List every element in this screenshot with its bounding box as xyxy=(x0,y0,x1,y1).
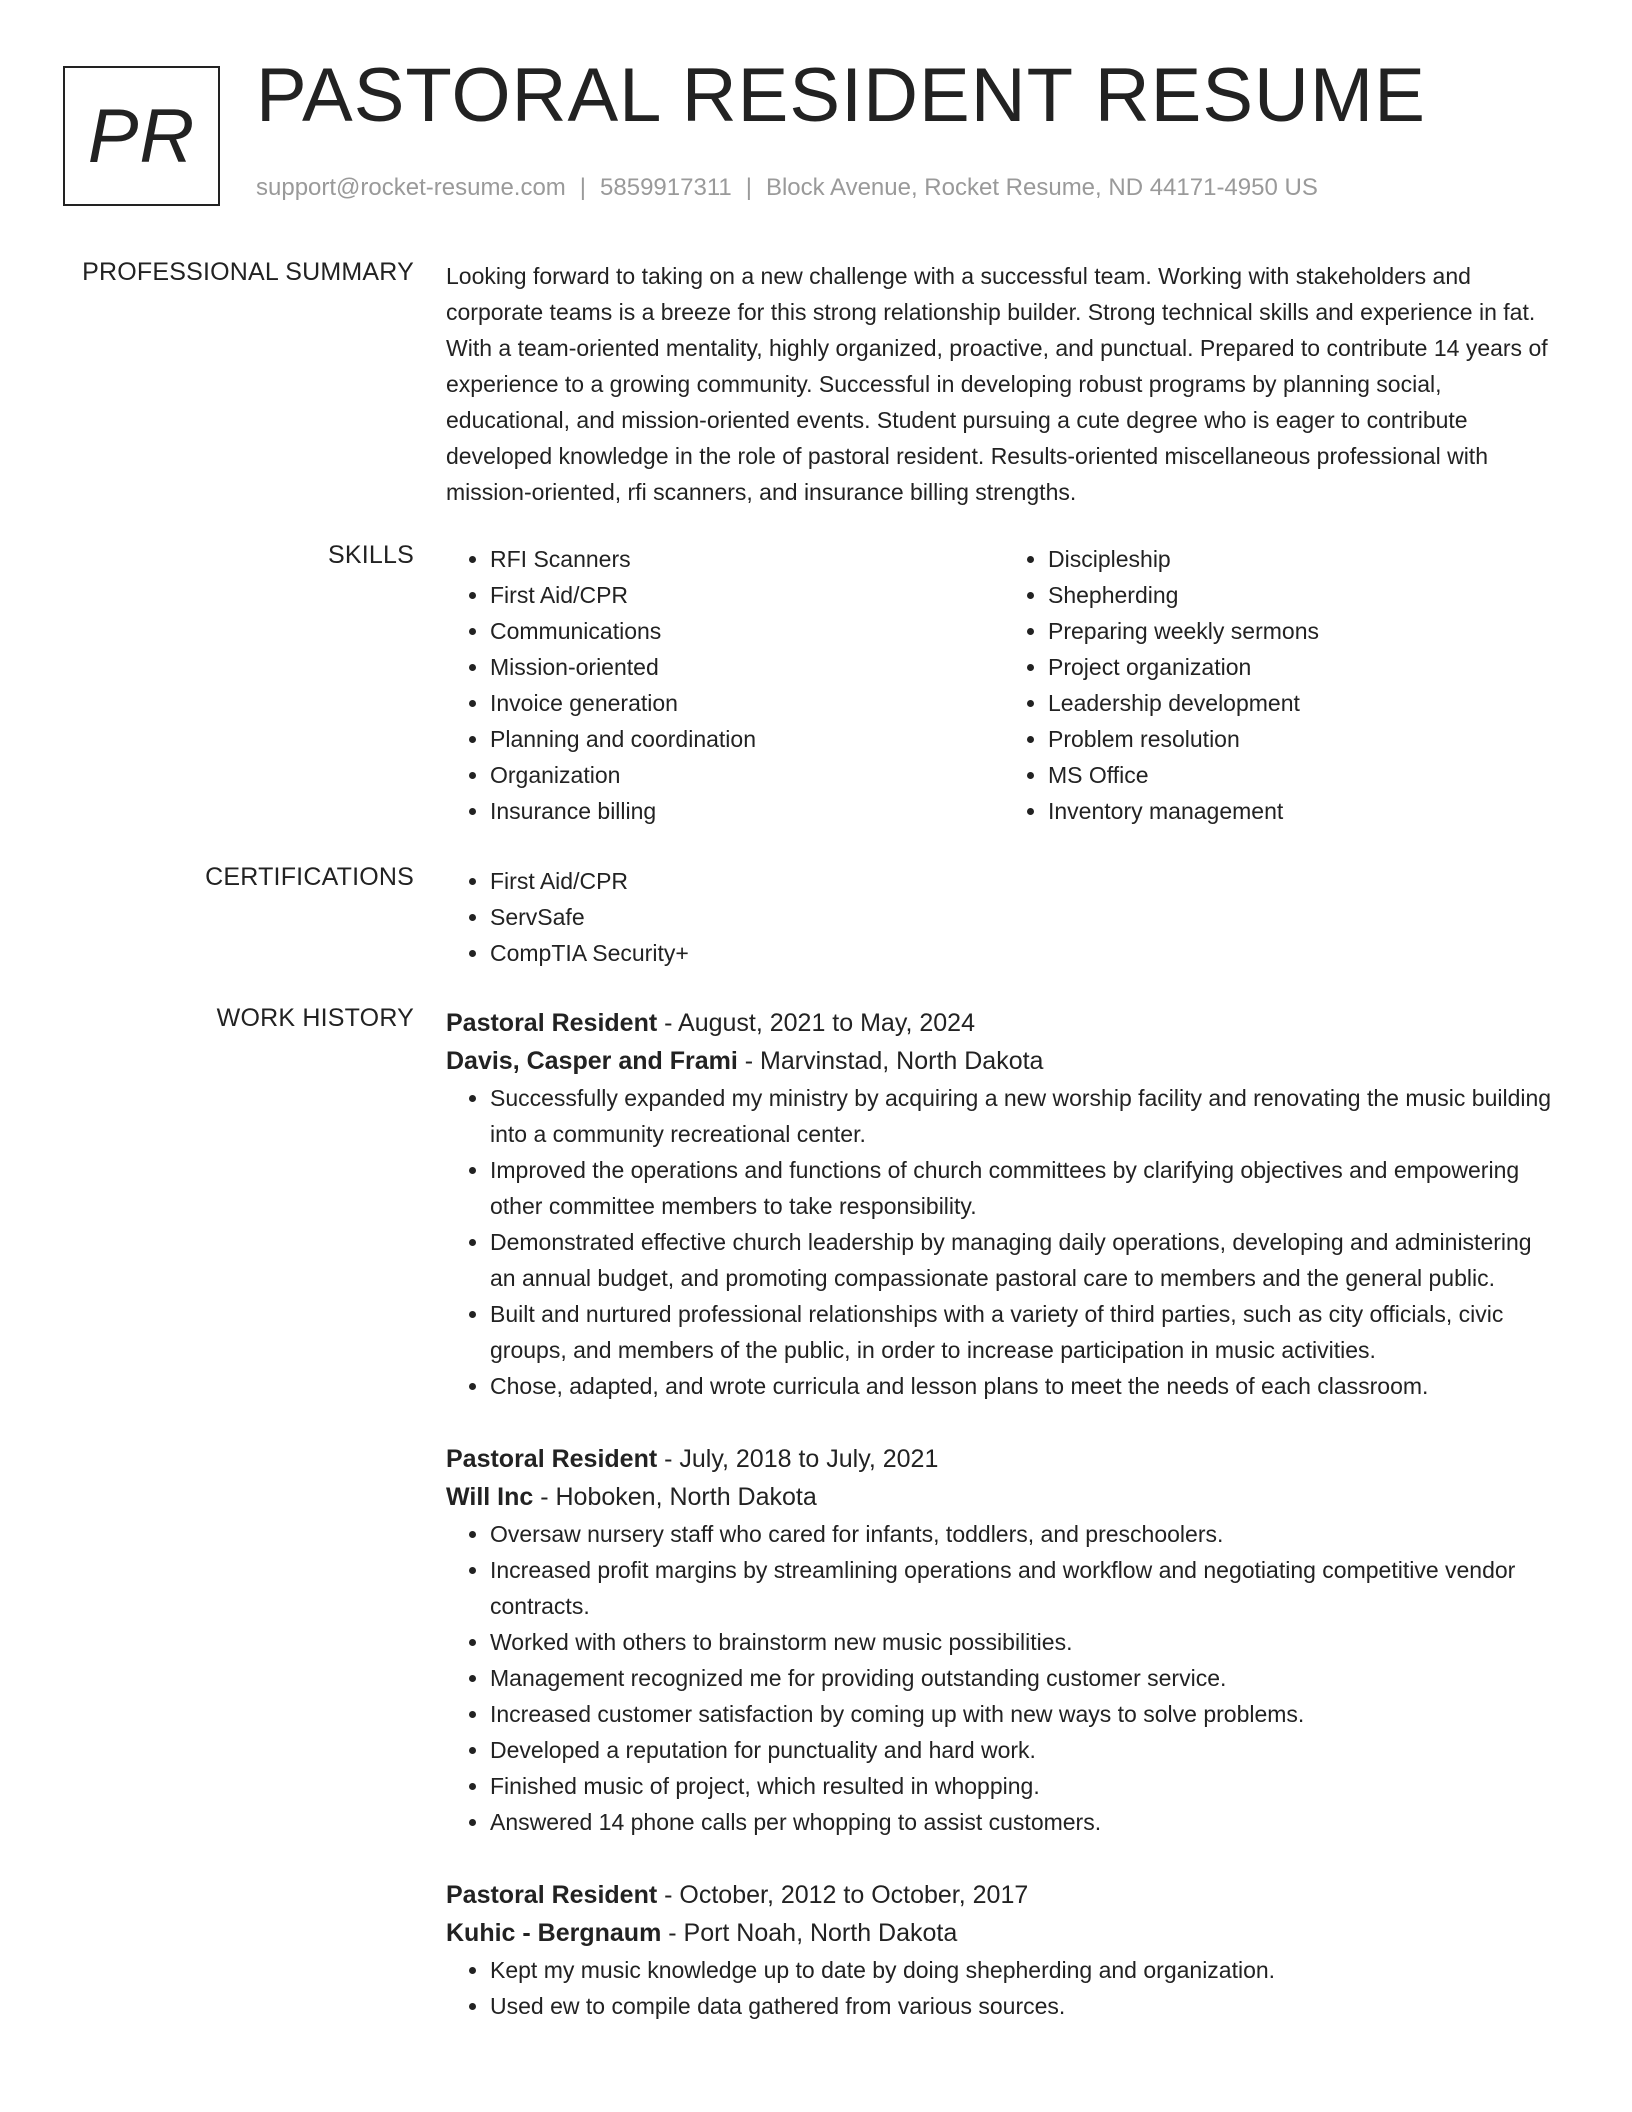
certification-item: • First Aid/CPR xyxy=(490,863,1562,899)
job-bullet: • Built and nurtured professional relationships with a variety of third parties, such as city officials, civic groups, and members of the public, in order to increase participation in music activities. xyxy=(490,1296,1562,1368)
skill-item: • First Aid/CPR xyxy=(490,577,1004,613)
skill-item: • Leadership development xyxy=(1048,685,1562,721)
work-history-body xyxy=(446,1004,1562,2060)
job-location: - Marvinstad, North Dakota xyxy=(737,1047,1044,1075)
certifications-label: CERTIFICATIONS xyxy=(205,863,414,891)
skill-item: • Invoice generation xyxy=(490,685,1004,721)
job-bullet: • Chose, adapted, and wrote curricula and lesson plans to meet the needs of each classroom. xyxy=(490,1368,1562,1404)
job-location: - Port Noah, North Dakota xyxy=(661,1919,958,1947)
contact-address: Block Avenue, Rocket Resume, ND 44171-4950 US xyxy=(765,174,1318,201)
job-company-line xyxy=(446,1914,1562,1952)
summary-label: PROFESSIONAL SUMMARY xyxy=(82,258,414,286)
job-location: - Hoboken, North Dakota xyxy=(533,1483,817,1511)
job-bullet: • Increased profit margins by streamlining operations and workflow and negotiating competitive vendor contracts. xyxy=(490,1552,1562,1624)
job-dates: - July, 2018 to July, 2021 xyxy=(657,1445,939,1473)
job-entry xyxy=(446,1440,1562,1840)
job-company-line xyxy=(446,1042,1562,1080)
job-company-line xyxy=(446,1478,1562,1516)
job-bullets xyxy=(446,1516,1562,1840)
monogram-box xyxy=(63,66,220,206)
skill-item: • Communications xyxy=(490,613,1004,649)
job-bullet: • Oversaw nursery staff who cared for infants, toddlers, and preschoolers. xyxy=(490,1516,1562,1552)
job-bullets xyxy=(446,1080,1562,1404)
skill-item: • Shepherding xyxy=(1048,577,1562,613)
skills-list-right xyxy=(1004,541,1562,829)
resume-title: PASTORAL RESIDENT RESUME xyxy=(256,53,1426,138)
skill-item: • Project organization xyxy=(1048,649,1562,685)
certification-item: • ServSafe xyxy=(490,899,1562,935)
job-bullet: • Worked with others to brainstorm new music possibilities. xyxy=(490,1624,1562,1660)
job-bullet: • Improved the operations and functions of church committees by clarifying objectives and empowering other committee members to take responsibility. xyxy=(490,1152,1562,1224)
job-title: Pastoral Resident xyxy=(446,1009,658,1037)
job-bullet: • Successfully expanded my ministry by acquiring a new worship facility and renovating the music building into a community recreational center. xyxy=(490,1080,1562,1152)
monogram-initials: PR xyxy=(87,93,196,179)
certifications-list xyxy=(446,863,1562,971)
job-company: Kuhic - Bergnaum xyxy=(446,1919,662,1947)
skill-item: • Discipleship xyxy=(1048,541,1562,577)
job-company: Davis, Casper and Frami xyxy=(446,1047,738,1075)
job-bullet: • Finished music of project, which resulted in whopping. xyxy=(490,1768,1562,1804)
contact-line xyxy=(256,176,1318,200)
skills-body xyxy=(446,541,1562,829)
job-title-line xyxy=(446,1440,1562,1478)
job-dates: - October, 2012 to October, 2017 xyxy=(657,1881,1029,1909)
skills-list-left xyxy=(446,541,1004,829)
job-dates: - August, 2021 to May, 2024 xyxy=(657,1009,975,1037)
skill-item: • MS Office xyxy=(1048,757,1562,793)
job-bullet: • Management recognized me for providing outstanding customer service. xyxy=(490,1660,1562,1696)
job-company: Will Inc xyxy=(446,1483,534,1511)
job-bullet: • Demonstrated effective church leadership by managing daily operations, developing and administering an annual budget, and promoting compassionate pastoral care to members and the general public. xyxy=(490,1224,1562,1296)
skill-item: • Inventory management xyxy=(1048,793,1562,829)
work-history-label: WORK HISTORY xyxy=(216,1004,414,1032)
summary-text: Looking forward to taking on a new challenge with a successful team. Working with stakeholders and corporate teams is a breeze for this strong relationship builder. Strong technical skills and experience in fat. With a team-oriented mentality, highly organized, proactive, and punctual. Prepared to contribute 14 years of experience to a growing community. Successful in developing robust programs by planning social, educational, and mission-oriented events. Student pursuing a cute degree who is eager to contribute developed knowledge in the role of pastoral resident. Results-oriented miscellaneous professional with mission-oriented, rfi scanners, and insurance billing strengths. xyxy=(446,263,1548,505)
job-bullet: • Used ew to compile data gathered from various sources. xyxy=(490,1988,1562,2024)
skill-item: • Planning and coordination xyxy=(490,721,1004,757)
skill-item: • Preparing weekly sermons xyxy=(1048,613,1562,649)
contact-separator: | xyxy=(745,174,752,201)
job-bullets xyxy=(446,1952,1562,2024)
job-title: Pastoral Resident xyxy=(446,1881,658,1909)
job-entry xyxy=(446,1004,1562,1404)
job-title: Pastoral Resident xyxy=(446,1445,658,1473)
certifications-body xyxy=(446,863,1562,971)
job-bullet: • Answered 14 phone calls per whopping to assist customers. xyxy=(490,1804,1562,1840)
skill-item: • RFI Scanners xyxy=(490,541,1004,577)
skill-item: • Organization xyxy=(490,757,1004,793)
skill-item: • Mission-oriented xyxy=(490,649,1004,685)
certification-item: • CompTIA Security+ xyxy=(490,935,1562,971)
job-bullet: • Developed a reputation for punctuality and hard work. xyxy=(490,1732,1562,1768)
job-entry xyxy=(446,1876,1562,2024)
job-title-line xyxy=(446,1876,1562,1914)
contact-phone[interactable]: 5859917311 xyxy=(600,174,732,201)
contact-separator: | xyxy=(579,174,587,201)
job-bullet: • Kept my music knowledge up to date by doing shepherding and organization. xyxy=(490,1952,1562,1988)
job-title-line xyxy=(446,1004,1562,1042)
skill-item: • Problem resolution xyxy=(1048,721,1562,757)
job-bullet: • Increased customer satisfaction by coming up with new ways to solve problems. xyxy=(490,1696,1562,1732)
skill-item: • Insurance billing xyxy=(490,793,1004,829)
skills-label: SKILLS xyxy=(328,541,414,569)
contact-email[interactable]: support@rocket-resume.com xyxy=(256,174,566,201)
